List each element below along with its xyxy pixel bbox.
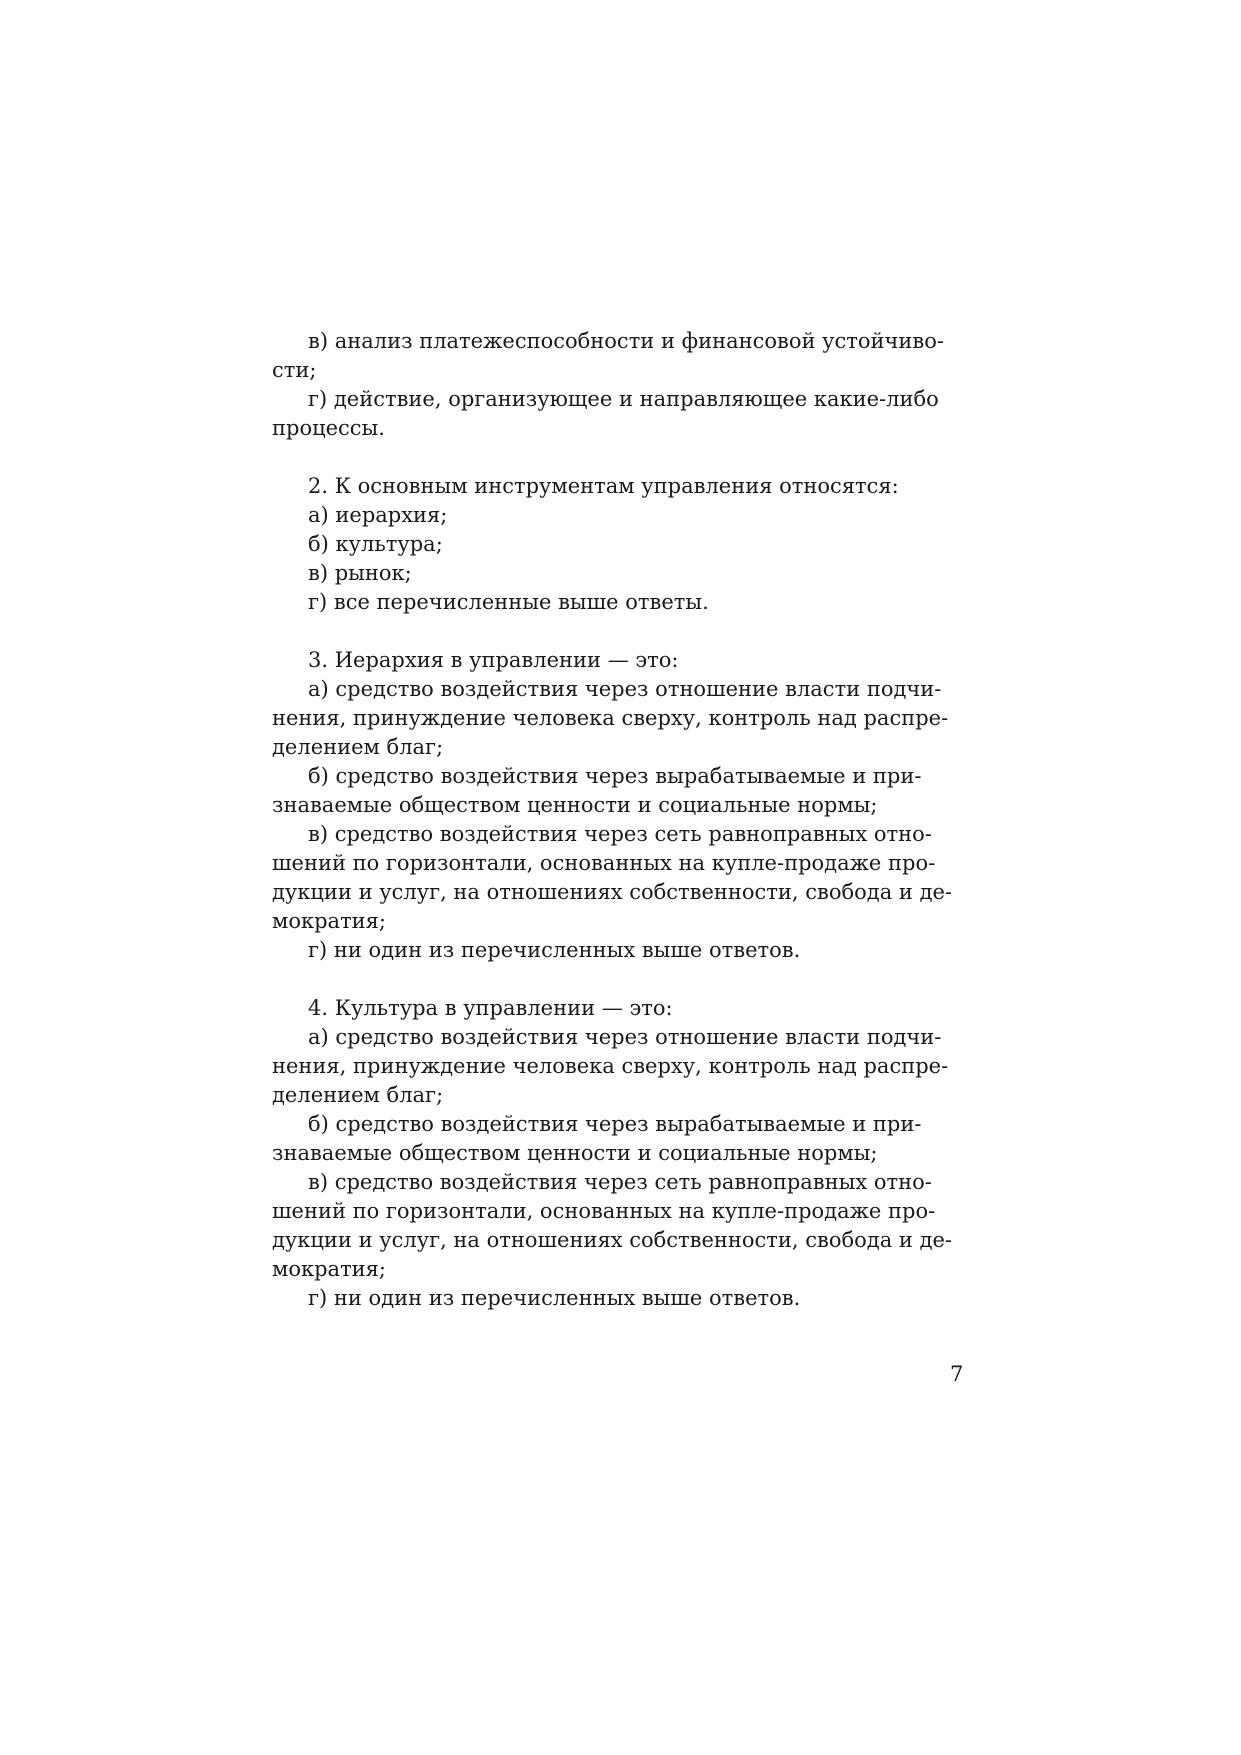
q2-option-a: а) иерархия;	[308, 503, 448, 527]
q4-option-a: нения, принуждение человека сверху, контроль над распре-	[272, 1054, 949, 1078]
q3-option-a: нения, принуждение человека сверху, контроль над распре-	[272, 706, 949, 730]
q4-option-a: а) средство воздействия через отношение власти подчи-	[308, 1025, 942, 1049]
option-d-line: процессы.	[272, 416, 385, 440]
q3-option-c: дукции и услуг, на отношениях собственности, свобода и де-	[272, 880, 953, 904]
question-4: 4. Культура в управлении — это:	[308, 996, 673, 1020]
spacer	[272, 617, 967, 646]
q3-option-a: а) средство воздействия через отношение власти подчи-	[308, 677, 942, 701]
q4-option-c: в) средство воздействия через сеть равноправных отно-	[308, 1170, 932, 1194]
q3-option-b: знаваемые обществом ценности и социальные нормы;	[272, 793, 878, 817]
page-body	[272, 327, 967, 1313]
q3-option-b: б) средство воздействия через вырабатываемые и при-	[308, 764, 922, 788]
q4-option-a: делением благ;	[272, 1083, 444, 1107]
q4-option-b: знаваемые обществом ценности и социальные нормы;	[272, 1141, 878, 1165]
option-c-line: в) анализ платежеспособности и финансовой устойчиво-	[308, 329, 944, 353]
q2-option-d: г) все перечисленные выше ответы.	[308, 590, 709, 614]
q3-option-a: делением благ;	[272, 735, 444, 759]
q2-option-c: в) рынок;	[308, 561, 412, 585]
q4-option-c: шений по горизонтали, основанных на купле-продаже про-	[272, 1199, 936, 1223]
q4-option-b: б) средство воздействия через вырабатываемые и при-	[308, 1112, 922, 1136]
q3-option-d: г) ни один из перечисленных выше ответов.	[308, 938, 801, 962]
spacer	[272, 965, 967, 994]
question-3: 3. Иерархия в управлении — это:	[308, 648, 679, 672]
option-d-line: г) действие, организующее и направляющее какие-либо	[308, 387, 939, 411]
q4-option-d: г) ни один из перечисленных выше ответов.	[308, 1286, 801, 1310]
question-2: 2. К основным инструментам управления относятся:	[308, 474, 899, 498]
q2-option-b: б) культура;	[308, 532, 443, 556]
page-number: 7	[950, 1362, 964, 1386]
q4-option-c: дукции и услуг, на отношениях собственности, свобода и де-	[272, 1228, 953, 1252]
q3-option-c: мократия;	[272, 909, 387, 933]
option-c-line: сти;	[272, 358, 317, 382]
q4-option-c: мократия;	[272, 1257, 387, 1281]
spacer	[272, 443, 967, 472]
q3-option-c: в) средство воздействия через сеть равноправных отно-	[308, 822, 932, 846]
q3-option-c: шений по горизонтали, основанных на купле-продаже про-	[272, 851, 936, 875]
